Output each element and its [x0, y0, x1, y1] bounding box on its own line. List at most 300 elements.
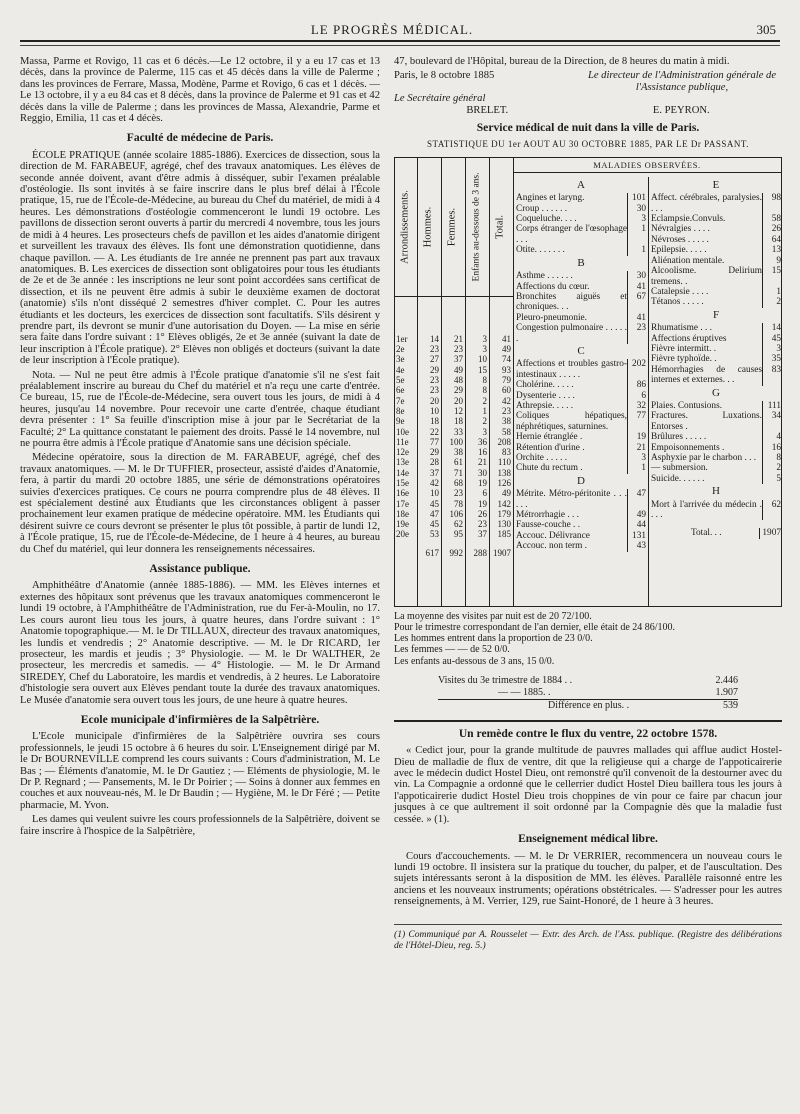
disease-name: Fausse-couche . .	[516, 520, 581, 531]
hommes-cell: 29	[430, 364, 439, 375]
enfants-cell: 8	[482, 385, 487, 396]
page-header	[310, 22, 776, 42]
paragraph-ecole-pratique: ÉCOLE PRATIQUE (année scolaire 1885-1886). Exercices de dissection, sous la direction de M. FARABEUF, agrégé, chef des travaux anatomiques. Les élèves de seconde année doivent, avant d'être admis à disséquer, subir l'examen préalable d'ostéologie. Ils sont invités à se faire inscrire dans le plus bref délai à l'École pratique, 15, rue de l'École-de-Médecine, au bureau du Chef du matériel, de midi à 4 heures. Les démonstrations d'ostéologie commenceront le lundi 19 octobre. Les pavillons de dissection seront ouverts à partir du mercredi 4 novembre, tous les jours de midi à 4 heures. Les prosecteurs chefs de pavillon et les aides d'anatomie dirigent et surveillent les travaux des élèves. Ils font une démonstration quotidienne, dans chaque pavillon. — A. Les étudiants de 1re année ne prennent pas part aux travaux anatomiques. B. Les exercices de dissection sont obligatoires pour tous les étudiants de 2e et de 3e année : les inscriptions ne leur sont point accordées sans certificat de dissection, et ils ne peuvent être admis à subir le deuxième examen de doctorat (anatomie) s'ils n'ont disséqué 2 semestres d'hiver complet. C. Pour les autres étudiants et les docteurs, les exercices de dissection sont facultatifs. S'ils désirent y prendre part, ils devront se munir d'une autorisation du Doyen. — La mise en série sera faite dans l'ordre suivant : 1° Elèves obligés, 2e et 3e année (suivant la date de leur inscription à l'École pratique). 2° Elèves non obligés et docteurs (suivant la date de leur inscription à l'École pratique).	[20, 149, 380, 367]
disease-name: Hémorrhagies de causes internes et externes. . .	[651, 364, 762, 386]
summary-line: La moyenne des visites par nuit est de 20 72/100.	[394, 610, 592, 622]
section-heading-enseignement: Enseignement médical libre.	[518, 832, 658, 846]
arrondissement-cell: 15e	[396, 478, 409, 488]
paragraph-nota: Nota. — Nul ne peut être admis à l'École pratique d'anatomie s'il ne s'est fait préalablement inscrire au bureau du Chef du matériel et n'a reçu une carte d'entrée. Ce bureau, 15, rue de l'École-de-Médecine, sera ouvert tous les jours, de midi à 4 heures, jusqu'au 14 novembre. Pour recevoir une carte d'entrée, chaque étudiant devra présenter : 1° Sa feuille d'inscription mise à jour par le Secrétariat de la Faculté; 2° La quittance constatant le paiement des droits. Passé le 14 novembre, nul ne pourra être admis à l'École pratique d'Anatomie sans une décision spéciale.	[20, 369, 380, 449]
arrondissement-cell: 7e	[396, 395, 405, 406]
femmes-cell: 62	[454, 519, 463, 530]
right-column	[394, 56, 782, 951]
disease-count: 45	[762, 334, 781, 344]
maladies-header: MALADIES OBSERVÉES.	[513, 158, 781, 174]
disease-group-letter: B	[577, 256, 585, 269]
disease-count: 3	[627, 453, 646, 463]
disease-name: Cholérine. . . . .	[516, 380, 574, 391]
disease-count: 6	[627, 391, 646, 401]
disease-row	[516, 193, 646, 203]
arrondissement-cell: 2e	[396, 344, 405, 355]
section-heading-ecole-infirmieres: Ecole municipale d'infirmières de la Salpêtrière.	[80, 712, 320, 726]
disease-name: Métrite. Métro-péritonite . . . . . .	[516, 489, 627, 510]
sum-femmes: 992	[449, 547, 463, 558]
disease-row	[651, 224, 781, 234]
arrondissement-cell: 4e	[396, 364, 405, 375]
disease-name: Epilepsie. . . . .	[651, 245, 707, 256]
hommes-cell: 28	[430, 457, 439, 468]
disease-name: Empoisonnements .	[651, 442, 725, 453]
disease-row	[516, 391, 646, 401]
arrondissement-cell: 16e	[396, 488, 409, 499]
footnote: (1) Communiqué par A. Rousselet — Extr. des Arch. de l'Ass. publique. (Registre des délibérations de l'Hôtel-Dieu, reg. 5.)	[394, 924, 782, 951]
enfants-cell: 3	[482, 344, 487, 355]
col-header-femmes: Femmes.	[441, 158, 466, 296]
disease-count: 58	[762, 214, 781, 224]
disease-row	[651, 344, 781, 354]
disease-count: 131	[627, 531, 646, 541]
hommes-cell: 23	[430, 385, 439, 396]
disease-count: 41	[627, 282, 646, 292]
enfants-cell: 1	[482, 405, 487, 416]
femmes-cell: 18	[454, 416, 463, 427]
disease-row	[651, 334, 781, 344]
disease-count: 32	[627, 401, 646, 411]
femmes-cell: 29	[454, 385, 463, 396]
statistics-summary	[394, 611, 782, 667]
total-cell: 49	[502, 344, 511, 355]
grand-total-row	[651, 528, 781, 538]
sum-enfants: 288	[473, 547, 487, 558]
disease-count: 21	[627, 443, 646, 453]
cholera-report: Massa, Parme et Rovigo, 11 cas et 6 décès.—Le 12 octobre, il y a eu 17 cas et 13 décès, dans la province de Palerme, 115 cas et 45 décès dans la ville de Palerme ; dans les provinces de Ferrare, Massa, Modène, Parme et Rovigo, 6 cas et 1 décès. — Le 13 octobre, il y a eu 84 cas et 8 décès, dans la province de Palerme et 91 cas et 42 décès dans la ville de Palerme ; dans les provinces de Massa, Alexandrie, Parme et Reggio, Emilia, 11 cas et 4 décès.	[20, 56, 380, 125]
enfants-cell: 21	[478, 457, 487, 468]
enfants-cell: 8	[482, 375, 487, 386]
disease-row	[516, 443, 646, 453]
femmes-cell: 37	[454, 354, 463, 365]
femmes-values	[441, 334, 463, 540]
disease-name: Bronchites aiguës et chroniques. . .	[516, 291, 627, 313]
disease-name: Névroses . . . . .	[651, 234, 709, 245]
disease-count: 2	[762, 297, 781, 307]
disease-row	[516, 359, 646, 380]
femmes-cell: 61	[454, 457, 463, 468]
signature-line-2	[394, 93, 782, 104]
visits-row: — — 1885. . 1.907	[438, 687, 738, 700]
section-heading-assistance: Assistance publique.	[149, 562, 251, 576]
enfants-cell: 26	[478, 508, 487, 519]
disease-name: Asphyxie par le charbon . . .	[651, 453, 757, 463]
disease-name: Chute du rectum .	[516, 463, 583, 474]
col-header-arrondissements: Arrondissements.	[395, 158, 418, 296]
disease-count: 15	[762, 266, 781, 287]
arrondissement-cell: 10e	[396, 426, 409, 437]
signature-names	[394, 105, 782, 116]
hommes-cell: 14	[430, 333, 439, 344]
arrondissement-list	[396, 334, 415, 540]
disease-row	[516, 411, 646, 432]
disease-name: Affect. cérébrales, paralysies. . . .	[651, 193, 762, 214]
disease-row	[651, 266, 781, 287]
disease-group-letter: F	[712, 308, 720, 321]
disease-count: 77	[627, 411, 646, 432]
disease-row	[651, 432, 781, 442]
hommes-cell: 29	[430, 447, 439, 458]
disease-group-letter: H	[712, 485, 720, 498]
total-cell: 130	[497, 519, 511, 530]
disease-name: Corps étranger de l'œsophage . . .	[516, 224, 627, 245]
disease-name: Congestion pulmonaire . . . . . .	[516, 323, 627, 344]
disease-name: Athrepsie. . . . .	[516, 400, 574, 411]
disease-row	[651, 256, 781, 266]
hommes-cell: 53	[430, 529, 439, 540]
disease-row	[516, 380, 646, 390]
arrondissement-cell: 3e	[396, 354, 405, 365]
arrondissement-cell: 11e	[396, 436, 409, 447]
signature-name-left: BRELET.	[466, 104, 509, 116]
femmes-cell: 48	[454, 375, 463, 386]
statistics-table	[394, 157, 782, 607]
femmes-cell: 23	[454, 488, 463, 499]
total-cell: 93	[502, 364, 511, 375]
hommes-cell: 45	[430, 519, 439, 530]
disease-name: Tétanos . . . . .	[651, 297, 704, 308]
disease-row	[516, 541, 646, 551]
arrondissement-cell: 13e	[396, 457, 409, 468]
disease-name: Affections éruptives	[651, 333, 727, 344]
total-cell: 38	[502, 416, 511, 427]
visits-row: Différence en plus. . 539	[548, 699, 738, 711]
disease-count: 13	[762, 245, 781, 255]
disease-count: 23	[627, 323, 646, 344]
disease-row	[651, 193, 781, 214]
disease-count: 101	[627, 193, 646, 203]
journal-title: LE PROGRÈS MÉDICAL.	[310, 22, 474, 37]
hommes-values	[417, 334, 439, 540]
hommes-cell: 18	[430, 416, 439, 427]
total-cell: 60	[502, 385, 511, 396]
total-cell: 74	[502, 354, 511, 365]
femmes-cell: 23	[454, 344, 463, 355]
disease-name: Coliques hépatiques, néphrétiques, saturnines.	[516, 411, 627, 432]
disease-name: Affections du cœur.	[516, 281, 590, 292]
hommes-cell: 47	[430, 508, 439, 519]
enfants-cell: 3	[482, 333, 487, 344]
enfants-cell: 37	[478, 529, 487, 540]
disease-count: 9	[762, 256, 781, 266]
total-cell: 58	[502, 426, 511, 437]
total-cell: 41	[502, 333, 511, 344]
disease-row	[651, 245, 781, 255]
disease-count: 3	[762, 344, 781, 354]
total-values	[489, 334, 511, 540]
disease-name: Angines et laryng.	[516, 193, 585, 204]
disease-row	[651, 463, 781, 473]
arrondissement-cell: 6e	[396, 385, 405, 396]
femmes-cell: 78	[454, 498, 463, 509]
summary-line: Pour le trimestre correspondant de l'an dernier, elle était de 24 86/100.	[394, 622, 676, 634]
disease-group-letter: A	[577, 178, 585, 191]
total-cell: 142	[497, 498, 511, 509]
enfants-cell: 19	[478, 478, 487, 488]
disease-count: 41	[627, 313, 646, 323]
total-cell: 179	[497, 508, 511, 519]
left-column	[20, 56, 380, 840]
disease-row	[516, 313, 646, 323]
hommes-cell: 22	[430, 426, 439, 437]
disease-name: Croup . . . . . .	[516, 203, 568, 214]
disease-row	[516, 463, 646, 473]
disease-count: 202	[627, 359, 646, 380]
disease-count: 1	[627, 245, 646, 255]
enfants-cell: 2	[482, 416, 487, 427]
disease-row	[516, 271, 646, 281]
disease-count: 34	[762, 411, 781, 432]
disease-count: 30	[627, 271, 646, 281]
femmes-cell: 95	[454, 529, 463, 540]
disease-count: 14	[762, 323, 781, 333]
disease-row	[516, 432, 646, 442]
maladies-right-column	[651, 178, 781, 539]
hommes-cell: 23	[430, 344, 439, 355]
visits-comparison	[438, 675, 738, 712]
disease-name: Pleuro-pneumonie.	[516, 312, 588, 323]
total-value: 1907	[759, 528, 781, 538]
total-cell: 83	[502, 447, 511, 458]
disease-count: 83	[762, 365, 781, 386]
disease-count: 35	[762, 354, 781, 364]
disease-name: Fractures. Luxations. Entorses .	[651, 411, 762, 432]
femmes-cell: 12	[454, 405, 463, 416]
femmes-cell: 33	[454, 426, 463, 437]
disease-row	[516, 214, 646, 224]
disease-count: 19	[627, 432, 646, 442]
hommes-cell: 45	[430, 498, 439, 509]
disease-name: Accouc. non term .	[516, 541, 587, 552]
paragraph-dames: Les dames qui veulent suivre les cours professionnels de la Salpêtrière, doivent se faire inscrire à l'hospice de la Salpêtrière,	[20, 814, 380, 837]
disease-name: Eclampsie.Convuls.	[651, 214, 726, 225]
disease-name: Coqueluche. . . .	[516, 214, 577, 225]
enfants-cell: 6	[482, 488, 487, 499]
enfants-cell: 3	[482, 426, 487, 437]
disease-name: Plaies. Contusions.	[651, 400, 723, 411]
disease-name: Asthme . . . . . .	[516, 271, 573, 282]
femmes-cell: 38	[454, 447, 463, 458]
disease-row	[651, 323, 781, 333]
summary-line: Les femmes — — de 52 0/0.	[394, 644, 510, 656]
page-number: 305	[756, 22, 776, 37]
femmes-cell: 68	[454, 478, 463, 488]
disease-group-letter: C	[577, 344, 585, 357]
header-rule-thin	[20, 45, 780, 46]
femmes-cell: 49	[454, 364, 463, 375]
disease-row	[651, 235, 781, 245]
arrondissement-cell: 19e	[396, 519, 409, 530]
disease-count: 1	[627, 463, 646, 473]
disease-name: — submersion.	[651, 463, 708, 474]
disease-name: Rhumatisme . . .	[651, 323, 712, 334]
disease-row	[651, 214, 781, 224]
disease-count: 98	[762, 193, 781, 214]
enfants-cell: 10	[478, 354, 487, 365]
disease-count: 16	[762, 443, 781, 453]
disease-name: Fièvre intermitt. .	[651, 343, 717, 354]
enfants-cell: 19	[478, 498, 487, 509]
enfants-cell: 16	[478, 447, 487, 458]
disease-count: 62	[762, 500, 781, 521]
section-heading-service: Service médical de nuit dans la ville de Paris.	[476, 121, 700, 135]
arrondissement-cell: 1er	[396, 333, 408, 344]
arrondissement-cell: 17e	[396, 498, 409, 509]
femmes-cell: 20	[454, 395, 463, 406]
col-header-hommes: Hommes.	[417, 158, 442, 296]
disease-name: Brûlures . . . . .	[651, 432, 707, 443]
disease-count: 49	[627, 510, 646, 520]
hommes-cell: 23	[430, 375, 439, 386]
sum-total: 1907	[493, 547, 511, 558]
femmes-cell: 21	[454, 333, 463, 344]
disease-name: Suicide. . . . . .	[651, 473, 705, 484]
disease-name: Névralgies . . . .	[651, 224, 710, 235]
hommes-cell: 42	[430, 478, 439, 488]
enfants-cell: 30	[478, 467, 487, 478]
paragraph-medecine-operatoire: Médecine opératoire, sous la direction de M. FARABEUF, agrégé, chef des travaux anatomiques. — M. le Dr TUFFIER, prosecteur, assisté d'aides d'Anatomie, fera, à partir du mardi 20 octobre 1885, une série de démonstrations opératoires suivies d'exercices pratiques. Ce cours ne pourra comprendre plus de 48 élèves. Il est spécialement destiné aux Étudiants que les circonstances obligent à passer prochainement leur examen pratique de médecine opératoire. MM. les Étudiants qui désirent suivre ce cours devront se présenter le plus tôt possible, à partir de lundi 12, à l'École pratique, 15, rue de l'École-de-Médecine, de 1 heure à 4 heures, au bureau du Chef du matériel, qui leur donnera les renseignements nécessaires.	[20, 452, 380, 555]
paragraph-enseignement: Cours d'accouchements. — M. le Dr VERRIER, recommencera un nouveau cours le lundi 19 octobre. Il insistera sur la pratique du toucher, du palper, et de l'auscultation. Des sujets intéressants seront à la disposition de MM. les élèves. Parallèle raisonné entre les anciens et les nouveaux instruments; opérations obstétricales. — S'adresser pour les autres renseignements, à M. Verrier, 129, rue Saint-Honoré, de 1 heure à 3 heures.	[394, 850, 782, 908]
disease-count: 1	[627, 224, 646, 245]
section-rule	[394, 720, 782, 722]
disease-row	[651, 401, 781, 411]
summary-line: Les enfants au-dessous de 3 ans, 15 0/0.	[394, 655, 555, 667]
total-cell: 79	[502, 375, 511, 386]
disease-count: 5	[762, 474, 781, 484]
disease-name: Otite. . . . . . .	[516, 245, 565, 256]
disease-name: Catalepsie . . . .	[651, 286, 709, 297]
enfants-cell: 23	[478, 519, 487, 530]
signature-left-title: Le Secrétaire général	[394, 93, 486, 105]
arrondissement-cell: 8e	[396, 405, 405, 416]
disease-count: 2	[762, 463, 781, 473]
disease-name: Dysenterie . . . .	[516, 390, 575, 401]
address-paragraph: 47, boulevard de l'Hôpital, bureau de la Direction, de 8 heures du matin à midi.	[394, 56, 730, 67]
femmes-cell: 71	[454, 467, 463, 478]
paragraph-amphitheatre: Amphithéâtre d'Anatomie (année 1885-1886). — MM. les Elèves internes et externes des hôpitaux sont prévenus que les travaux anatomiques commenceront le lundi 19 octobre, à l'Amphithéâtre de l'Administration, rue du Fer-à-Moulin, no 17. Les cours auront lieu tous les jours, à quatre heures, dans l'ordre suivant : 1° Anatomie topographique.— M. le Dr TILLAUX, directeur des travaux anatomiques, les lundis et vendredis ; 2° Anatomie descriptive. — M. le Dr RICARD, 1er prosecteur, les mardis et jeudis ; 3° Physiologie. — M. le Dr WALTHER, 2e prosecteur, les mercredis et samedis. — 4° Histologie. — M. le Dr Armand SIREDEY, Chef du Laboratoire, les mardis et vendredis, à 2 heures. Le Laboratoire d'histologie sera ouvert aux Elèves pendant toute la durée des travaux anatomiques. Le Musée d'anatomie sera ouvert tous les jours, de une heure à quatre heures.	[20, 580, 380, 706]
disease-row	[516, 489, 646, 510]
total-cell: 110	[497, 457, 511, 468]
disease-row	[651, 365, 781, 386]
disease-count: 111	[762, 401, 781, 411]
disease-row	[516, 401, 646, 411]
disease-row	[651, 354, 781, 364]
section-heading-faculte: Faculté de médecine de Paris.	[126, 131, 274, 145]
hommes-cell: 77	[430, 436, 439, 447]
sum-hommes: 617	[425, 547, 439, 558]
enfants-cell: 2	[482, 395, 487, 406]
date-line: Paris, le 8 octobre 1885	[394, 70, 495, 82]
paragraph-remede: « Cedict jour, pour la grande multitude de pauvres mallades qui afflue audict Hostel-Dieu de malladie de flux de ventre, dit que la religieuse qui a charge de l'appoticairerie avec le médecin dudict Hostel Dieu, ont remonstré qu'il convenoit de la destourner avec du vin. La Compagnie a ordonné que le cellerrier dudict Hostel Dieu baillera tous les jours à l'appoticairerie dudict Hostel Dieu trois choppines de vin pour ce faire par chacun jour jusques à ce que aultrement il soit ordonné par la Compagnie dès que la maladie fust cessée. » (1).	[394, 745, 782, 825]
disease-row	[651, 453, 781, 463]
disease-name: Rétention d'urine .	[516, 442, 585, 453]
disease-name: Orchite . . . . .	[516, 453, 568, 463]
maladies-section	[513, 158, 781, 174]
disease-name: Accouc. Délivrance	[516, 530, 590, 541]
femmes-cell: 106	[449, 508, 463, 519]
disease-count: 67	[627, 292, 646, 313]
section-heading-remede: Un remède contre le flux du ventre, 22 octobre 1578.	[458, 726, 718, 740]
header-rule	[20, 40, 780, 42]
visits-row: Visites du 3e trimestre de 1884 . . 2.446	[438, 674, 738, 686]
disease-row	[516, 453, 646, 463]
total-cell: 138	[497, 467, 511, 478]
disease-group-letter: D	[577, 474, 585, 487]
disease-row	[651, 474, 781, 484]
disease-count: 64	[762, 235, 781, 245]
disease-row	[516, 323, 646, 344]
enfants-cell: 15	[478, 364, 487, 375]
enfants-values	[465, 334, 487, 540]
hommes-cell: 20	[430, 395, 439, 406]
arrondissement-cell: 14e	[396, 467, 409, 478]
total-cell: 126	[497, 478, 511, 488]
disease-count: 86	[627, 380, 646, 390]
disease-row	[516, 510, 646, 520]
arrondissement-cell: 5e	[396, 375, 405, 386]
disease-row	[516, 245, 646, 255]
disease-count: 30	[627, 204, 646, 214]
arrondissement-cell: 18e	[396, 508, 409, 519]
disease-row	[516, 520, 646, 530]
disease-count: 43	[627, 541, 646, 551]
disease-name: Aliénation mentale.	[651, 255, 725, 266]
arrondissement-cell: 12e	[396, 447, 409, 458]
summary-line: Les hommes entrent dans la proportion de 23 0/0.	[394, 633, 593, 645]
signature-name-right: E. PEYRON.	[652, 104, 710, 116]
disease-name: Alcoolisme. Delirium tremens. .	[651, 266, 762, 287]
hommes-cell: 37	[430, 467, 439, 478]
signature-line-1	[394, 70, 782, 93]
disease-count: 26	[762, 224, 781, 234]
disease-row	[651, 297, 781, 307]
disease-count: 4	[762, 432, 781, 442]
disease-row	[516, 531, 646, 541]
col-header-total: Total.	[489, 158, 514, 296]
maladies-left-column	[516, 178, 646, 552]
enfants-cell: 36	[478, 436, 487, 447]
total-cell: 185	[497, 529, 511, 540]
disease-name: Affections et troubles gastro-intestinaux . . . . .	[516, 359, 627, 380]
disease-count: 8	[762, 453, 781, 463]
disease-name: Mort à l'arrivée du médecin . . . .	[651, 499, 762, 521]
disease-row	[651, 287, 781, 297]
disease-count: 3	[627, 214, 646, 224]
total-cell: 42	[502, 395, 511, 406]
paragraph-ecole-municipale: L'Ecole municipale d'infirmières de la Salpêtrière ouvrira ses cours professionnels, le jeudi 15 octobre à 6 heures du soir. L'Enseignement dirigé par M. le Dr BOURNEVILLE comprend les cours suivants : Cours d'administration, M. Le Bas ; — Éléments d'anatomie, M. le Dr Gautiez ; — Eléments de physiologie, M. le Dr P. Regnard ; — Pansements, M. le Dr Poirier ; — Soins à donner aux femmes en couches et aux nouveau-nés, M. le Dr Baudin ; — Hygiène, M. le Dr Féré ; — Petite pharmacie, M. Yvon.	[20, 731, 380, 811]
disease-row	[516, 224, 646, 245]
total-cell: 23	[502, 405, 511, 416]
hommes-cell: 10	[430, 488, 439, 499]
disease-count: 1	[762, 287, 781, 297]
disease-count: 47	[627, 489, 646, 510]
disease-group-letter: G	[712, 386, 720, 399]
statistics-subtitle: STATISTIQUE DU 1er AOUT AU 30 OCTOBRE 1885, PAR LE Dr PASSANT.	[427, 139, 749, 150]
hommes-cell: 27	[430, 354, 439, 365]
disease-row	[651, 411, 781, 432]
arrondissement-cell: 20e	[396, 529, 409, 540]
disease-row	[651, 443, 781, 453]
total-label: Total. . .	[691, 528, 722, 539]
col-header-enfants: Enfants au-dessous de 3 ans.	[465, 158, 490, 296]
disease-name: Fièvre typhoïde. .	[651, 354, 717, 365]
disease-row	[651, 500, 781, 521]
total-cell: 49	[502, 488, 511, 499]
